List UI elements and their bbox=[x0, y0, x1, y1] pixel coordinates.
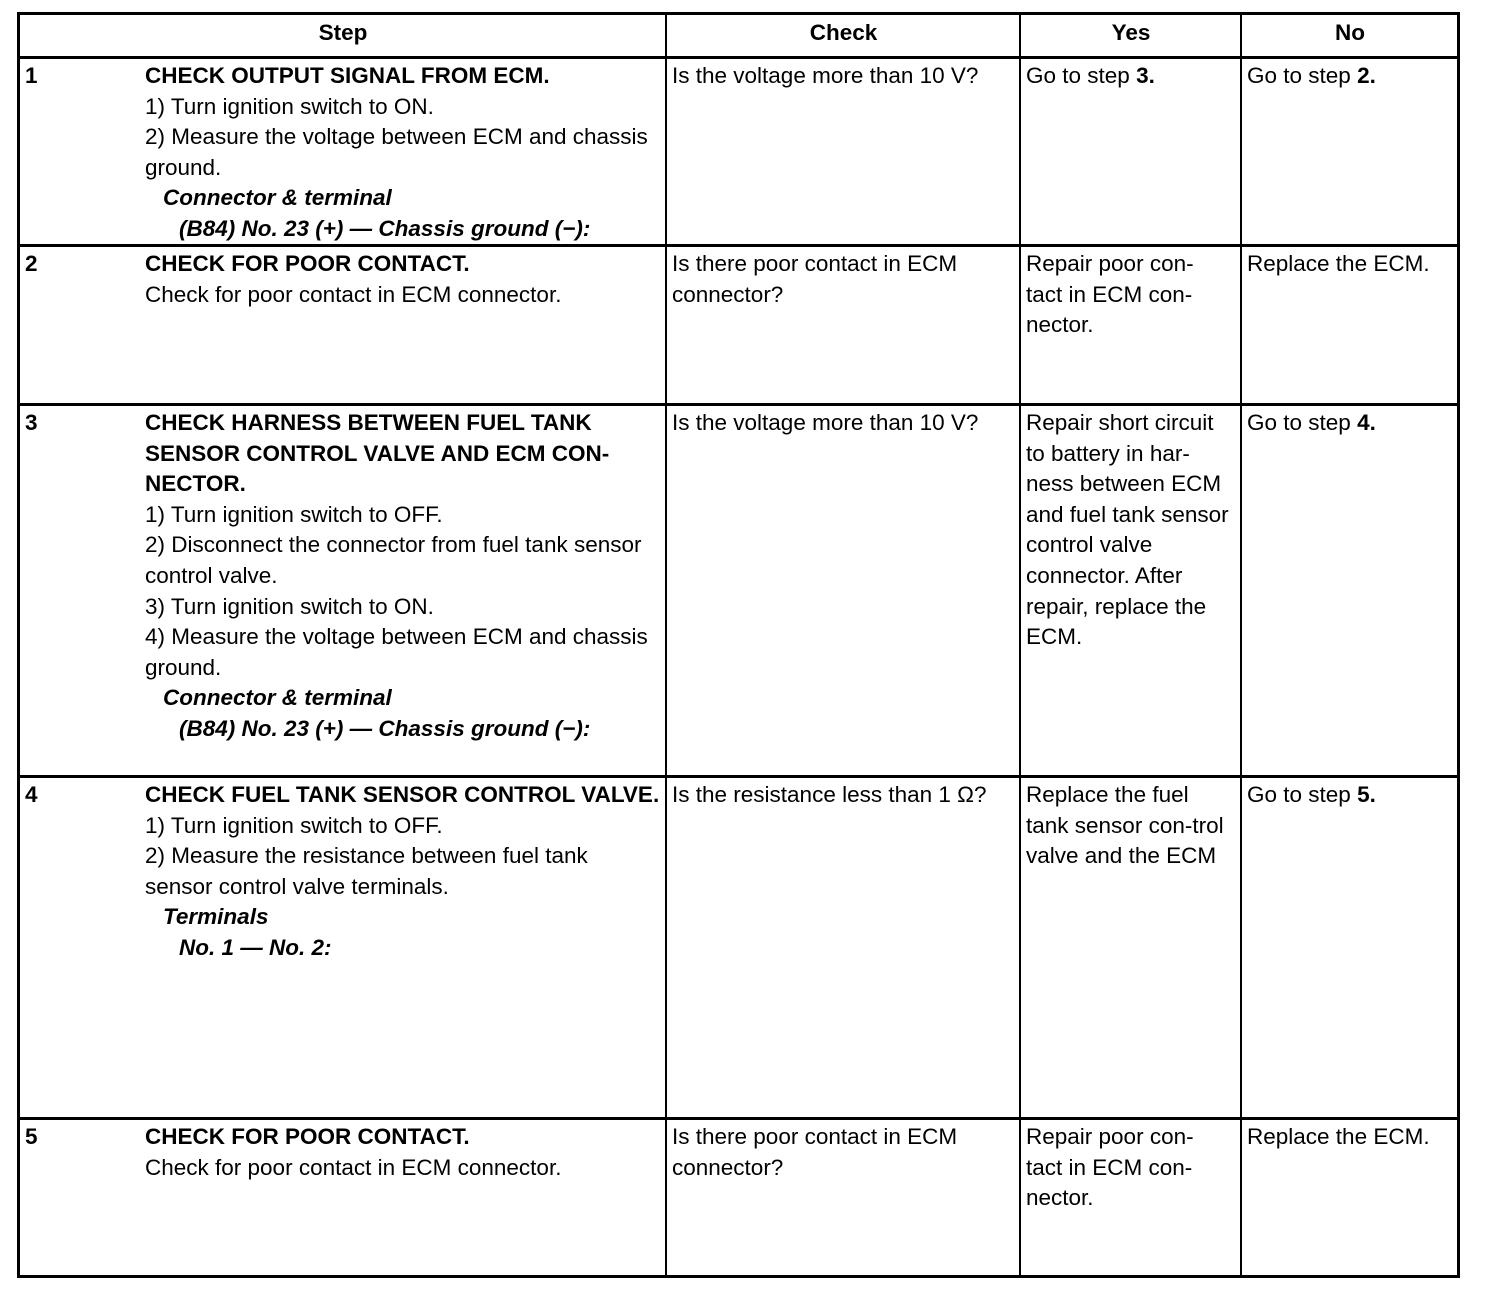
yes-cell: Replace the fuel tank sensor con-trol valve and the ECM bbox=[1019, 778, 1240, 1117]
step-number: 5 bbox=[25, 1124, 38, 1149]
step-instruction: 3) Turn ignition switch to ON. bbox=[145, 593, 434, 619]
no-text: Go to step bbox=[1247, 410, 1358, 435]
no-text: Go to step bbox=[1247, 782, 1358, 807]
table-row bbox=[20, 244, 1457, 403]
check-cell: Is the voltage more than 10 V? bbox=[665, 406, 1019, 775]
no-cell bbox=[1240, 59, 1457, 244]
step-body bbox=[145, 249, 661, 403]
yes-cell: Repair short circuit to battery in har-ness between ECM and fuel tank sensor control valve connector. After repair, replace the ECM. bbox=[1019, 406, 1240, 775]
no-step-ref: 4. bbox=[1357, 410, 1376, 435]
no-cell bbox=[1240, 406, 1457, 775]
step-body bbox=[145, 780, 661, 1117]
step-cell bbox=[20, 247, 665, 403]
header-yes: Yes bbox=[1019, 15, 1240, 56]
spec-label: Terminals bbox=[163, 904, 269, 930]
step-number: 2 bbox=[25, 251, 38, 276]
step-instruction: Check for poor contact in ECM connector. bbox=[145, 281, 562, 307]
step-instruction: 2) Measure the resistance between fuel tank sensor control valve terminals. bbox=[145, 843, 588, 899]
spec-label: Connector & terminal bbox=[163, 685, 392, 711]
no-cell: Replace the ECM. bbox=[1240, 247, 1457, 403]
step-instruction: 1) Turn ignition switch to OFF. bbox=[145, 501, 443, 527]
yes-cell: Repair poor con- tact in ECM con- nector. bbox=[1019, 247, 1240, 403]
step-instruction: 4) Measure the voltage between ECM and chassis ground. bbox=[145, 624, 648, 680]
step-instruction: Check for poor contact in ECM connector. bbox=[145, 1154, 562, 1180]
step-number: 4 bbox=[25, 782, 38, 807]
spec-value: (B84) No. 23 (+) — Chassis ground (−): bbox=[179, 715, 591, 741]
step-cell bbox=[20, 778, 665, 1117]
header-step: Step bbox=[318, 20, 368, 45]
no-text: Go to step bbox=[1247, 63, 1358, 88]
step-title: CHECK FUEL TANK SENSOR CONTROL VALVE. bbox=[145, 782, 660, 807]
step-title: CHECK HARNESS BETWEEN FUEL TANK SENSOR CONTROL VALVE AND ECM CON-NECTOR. bbox=[145, 410, 610, 497]
step-instruction: 1) Turn ignition switch to OFF. bbox=[145, 812, 443, 838]
table-row bbox=[20, 403, 1457, 775]
header-check: Check bbox=[665, 15, 1019, 56]
step-cell bbox=[20, 59, 665, 244]
yes-cell: Repair poor con- tact in ECM con- nector. bbox=[1019, 1120, 1240, 1275]
step-instruction: 2) Disconnect the connector from fuel tank sensor control valve. bbox=[145, 532, 642, 588]
check-cell: Is the voltage more than 10 V? bbox=[665, 59, 1019, 244]
no-cell: Replace the ECM. bbox=[1240, 1120, 1457, 1275]
yes-cell bbox=[1019, 59, 1240, 244]
step-cell bbox=[20, 406, 665, 775]
check-cell: Is the resistance less than 1 Ω? bbox=[665, 778, 1019, 1117]
check-cell: Is there poor contact in ECM connector? bbox=[665, 1120, 1019, 1275]
step-cell bbox=[20, 1120, 665, 1275]
spec-value: No. 1 — No. 2: bbox=[179, 934, 332, 960]
yes-text: Go to step bbox=[1026, 63, 1137, 88]
check-cell: Is there poor contact in ECM connector? bbox=[665, 247, 1019, 403]
no-cell bbox=[1240, 778, 1457, 1117]
spec-value: (B84) No. 23 (+) — Chassis ground (−): bbox=[179, 215, 591, 241]
step-body bbox=[145, 1122, 661, 1275]
table-row bbox=[20, 1117, 1457, 1275]
step-body bbox=[145, 408, 661, 775]
step-title: CHECK FOR POOR CONTACT. bbox=[145, 1124, 470, 1149]
step-instruction: 1) Turn ignition switch to ON. bbox=[145, 93, 434, 119]
no-step-ref: 5. bbox=[1357, 782, 1376, 807]
header-no: No bbox=[1240, 15, 1457, 56]
step-instruction: 2) Measure the voltage between ECM and chassis ground. bbox=[145, 124, 648, 180]
table-header-row bbox=[20, 15, 1457, 56]
step-title: CHECK FOR POOR CONTACT. bbox=[145, 251, 470, 276]
table-row bbox=[20, 775, 1457, 1117]
step-number: 3 bbox=[25, 410, 38, 435]
table-row bbox=[20, 56, 1457, 244]
yes-step-ref: 3. bbox=[1136, 63, 1155, 88]
spec-label: Connector & terminal bbox=[163, 185, 392, 211]
step-title: CHECK OUTPUT SIGNAL FROM ECM. bbox=[145, 63, 550, 88]
step-number: 1 bbox=[25, 63, 38, 88]
no-step-ref: 2. bbox=[1357, 63, 1376, 88]
diagnostic-table bbox=[17, 12, 1460, 1278]
step-body bbox=[145, 61, 661, 244]
